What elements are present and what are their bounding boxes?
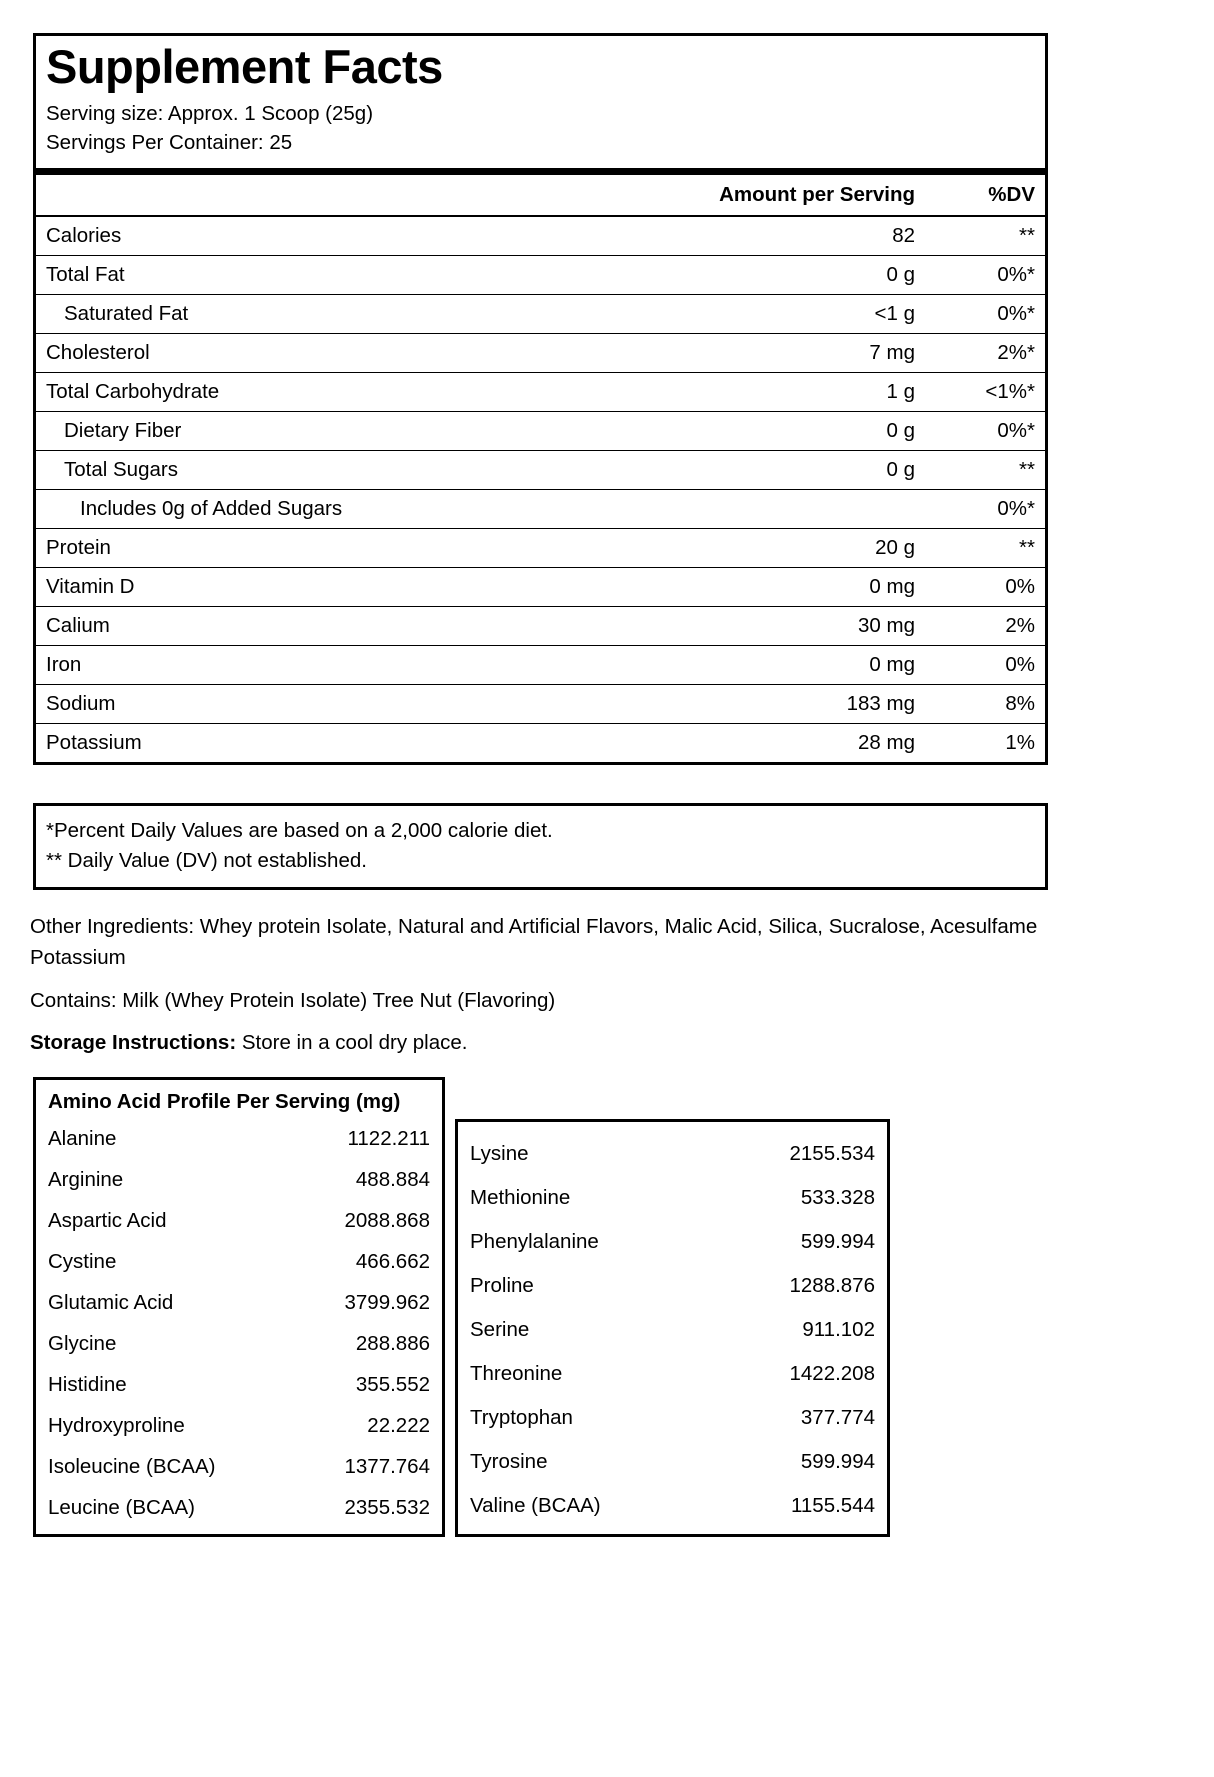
amino-acid-value: 355.552	[355, 1372, 430, 1396]
amino-acid-value: 488.884	[355, 1167, 430, 1191]
amino-acid-value: 2155.534	[789, 1142, 875, 1165]
nutrient-daily-value: 2%*	[997, 341, 1035, 365]
nutrient-amount: 0 mg	[869, 653, 915, 677]
page-title: Supplement Facts	[46, 40, 443, 93]
amino-acid-row	[48, 1364, 430, 1405]
amino-acid-profile-left-box	[33, 1077, 445, 1537]
amino-acid-row	[48, 1405, 430, 1446]
nutrient-name: Protein	[46, 536, 111, 560]
amino-acid-name: Tyrosine	[470, 1450, 548, 1473]
column-header-dv: %DV	[925, 175, 1045, 216]
footnote-line-percent-dv: *Percent Daily Values are based on a 2,000 calorie diet.	[46, 819, 553, 842]
amino-acid-name: Glycine	[48, 1331, 117, 1355]
table-row	[36, 724, 1045, 763]
amino-acid-profile-right-box	[455, 1119, 890, 1537]
amino-acid-value: 3799.962	[344, 1290, 430, 1314]
table-row	[36, 568, 1045, 607]
amino-acid-row	[470, 1352, 875, 1396]
table-row	[36, 216, 1045, 256]
amino-acid-row	[48, 1118, 430, 1159]
nutrient-daily-value: 8%	[1005, 692, 1035, 716]
nutrient-daily-value: <1%*	[985, 380, 1035, 404]
supplement-facts-panel	[33, 33, 1048, 765]
column-header-name	[36, 175, 564, 216]
nutrient-name: Cholesterol	[46, 341, 150, 365]
table-row	[36, 334, 1045, 373]
nutrient-name: Potassium	[46, 731, 142, 755]
nutrition-table-body	[36, 216, 1045, 762]
amino-acid-name: Hydroxyproline	[48, 1413, 185, 1437]
amino-acid-profile-title: Amino Acid Profile Per Serving (mg)	[48, 1090, 401, 1113]
nutrient-amount: 183 mg	[846, 692, 915, 716]
table-row	[36, 373, 1045, 412]
nutrient-amount: 0 g	[886, 263, 915, 287]
table-row	[36, 529, 1045, 568]
amino-acid-row	[470, 1220, 875, 1264]
nutrient-daily-value: 2%	[1005, 614, 1035, 638]
nutrient-amount: 1 g	[886, 380, 915, 404]
nutrient-name: Iron	[46, 653, 82, 677]
nutrient-daily-value: 0%*	[997, 302, 1035, 326]
amino-acid-value: 466.662	[355, 1249, 430, 1273]
nutrient-amount: 0 mg	[869, 575, 915, 599]
nutrition-table-head	[36, 175, 1045, 216]
column-header-amount: Amount per Serving	[564, 175, 925, 216]
amino-acid-row	[470, 1396, 875, 1440]
storage-instructions-value: Store in a cool dry place.	[236, 1031, 468, 1055]
amino-acid-row	[48, 1200, 430, 1241]
amino-acid-name: Arginine	[48, 1167, 124, 1191]
nutrient-amount	[564, 490, 925, 529]
amino-acid-row	[48, 1446, 430, 1487]
amino-acid-row	[470, 1440, 875, 1484]
supplement-facts-header	[36, 36, 1045, 166]
amino-acid-name: Valine (BCAA)	[470, 1494, 601, 1517]
amino-acid-value: 22.222	[367, 1413, 430, 1437]
amino-acid-row	[470, 1176, 875, 1220]
nutrient-daily-value: 0%	[1005, 575, 1035, 599]
amino-acid-row	[48, 1282, 430, 1323]
amino-acid-name: Lysine	[470, 1142, 529, 1165]
amino-acid-row	[48, 1487, 430, 1528]
amino-acid-name: Cystine	[48, 1249, 117, 1273]
table-row	[36, 646, 1045, 685]
amino-acid-value: 1377.764	[344, 1454, 430, 1478]
amino-acid-name: Proline	[470, 1274, 534, 1297]
nutrient-name: Saturated Fat	[64, 302, 189, 326]
nutrient-name: Calories	[46, 224, 122, 248]
table-row	[36, 451, 1045, 490]
nutrient-name: Vitamin D	[46, 575, 135, 599]
nutrient-daily-value: 0%*	[997, 419, 1035, 443]
amino-acid-value: 1122.211	[347, 1126, 430, 1150]
nutrient-name: Total Fat	[46, 263, 125, 287]
amino-acid-value: 533.328	[800, 1186, 875, 1209]
amino-acid-left-list	[36, 1118, 442, 1534]
table-row	[36, 256, 1045, 295]
nutrient-amount: 82	[892, 224, 915, 248]
storage-instructions-text	[30, 1028, 1065, 1059]
nutrient-daily-value: **	[1019, 536, 1035, 560]
amino-acid-name: Phenylalanine	[470, 1230, 599, 1253]
amino-acid-value: 377.774	[800, 1406, 875, 1429]
allergen-contains-text: Contains: Milk (Whey Protein Isolate) Tree Nut (Flavoring)	[30, 988, 556, 1012]
nutrient-daily-value: 0%	[1005, 653, 1035, 677]
storage-instructions-label: Storage Instructions:	[30, 1031, 237, 1055]
nutrient-amount: 0 g	[886, 458, 915, 482]
nutrient-daily-value: **	[1019, 224, 1035, 248]
amino-acid-row	[470, 1484, 875, 1528]
daily-value-footnote-panel	[33, 803, 1048, 890]
amino-acid-name: Serine	[470, 1318, 530, 1341]
amino-acid-name: Histidine	[48, 1372, 127, 1396]
nutrient-name: Sodium	[46, 692, 116, 716]
table-row	[36, 412, 1045, 451]
nutrient-daily-value: 0%*	[997, 497, 1035, 521]
nutrient-name: Total Carbohydrate	[46, 380, 220, 404]
amino-acid-value: 1422.208	[789, 1362, 875, 1385]
ingredients-section	[30, 912, 1065, 1059]
amino-acid-value: 288.886	[355, 1331, 430, 1355]
header-divider	[36, 168, 1045, 175]
nutrient-amount: 30 mg	[858, 614, 915, 638]
nutrient-amount: 0 g	[886, 419, 915, 443]
amino-acid-name: Tryptophan	[470, 1406, 573, 1429]
amino-acid-row	[470, 1264, 875, 1308]
table-row	[36, 490, 1045, 529]
amino-acid-value: 1155.544	[791, 1494, 875, 1517]
nutrient-daily-value: 0%*	[997, 263, 1035, 287]
amino-acid-value: 599.994	[800, 1230, 875, 1253]
amino-acid-name: Glutamic Acid	[48, 1290, 174, 1314]
amino-acid-row	[470, 1308, 875, 1352]
amino-acid-row	[470, 1132, 875, 1176]
serving-size-text: Serving size: Approx. 1 Scoop (25g)	[46, 101, 374, 125]
amino-acid-value: 599.994	[800, 1450, 875, 1473]
nutrient-amount: <1 g	[874, 302, 915, 326]
other-ingredients-text: Other Ingredients: Whey protein Isolate, Natural and Artificial Flavors, Malic Acid, Silica, Sucralose, Acesulfame Potassium	[30, 915, 1038, 969]
nutrient-name: Total Sugars	[64, 458, 178, 482]
amino-acid-name: Threonine	[470, 1362, 563, 1385]
amino-acid-name: Leucine (BCAA)	[48, 1495, 195, 1519]
footnote-line-dv-not-established: ** Daily Value (DV) not established.	[46, 848, 367, 872]
nutrition-table	[36, 175, 1045, 762]
nutrient-amount: 7 mg	[869, 341, 915, 365]
table-row	[36, 295, 1045, 334]
servings-per-container-text: Servings Per Container: 25	[46, 131, 293, 155]
amino-acid-value: 1288.876	[789, 1274, 875, 1297]
nutrient-daily-value: 1%	[1005, 731, 1035, 755]
amino-acid-name: Aspartic Acid	[48, 1208, 167, 1232]
nutrient-amount: 20 g	[875, 536, 915, 560]
amino-acid-name: Isoleucine (BCAA)	[48, 1454, 216, 1478]
nutrient-amount: 28 mg	[858, 731, 915, 755]
amino-acid-row	[48, 1323, 430, 1364]
nutrient-name: Includes 0g of Added Sugars	[80, 497, 343, 521]
amino-acid-value: 2355.532	[344, 1495, 430, 1519]
nutrient-name: Calium	[46, 614, 110, 638]
table-row	[36, 685, 1045, 724]
amino-acid-row	[48, 1159, 430, 1200]
nutrient-name: Dietary Fiber	[64, 419, 182, 443]
nutrient-daily-value: **	[1019, 458, 1035, 482]
table-header-row	[36, 175, 1045, 216]
amino-acid-value: 911.102	[802, 1318, 875, 1341]
table-row	[36, 607, 1045, 646]
amino-acid-name: Methionine	[470, 1186, 571, 1209]
amino-acid-value: 2088.868	[344, 1208, 430, 1232]
amino-acid-row	[48, 1241, 430, 1282]
amino-acid-right-list	[458, 1122, 887, 1534]
amino-acid-name: Alanine	[48, 1126, 117, 1150]
